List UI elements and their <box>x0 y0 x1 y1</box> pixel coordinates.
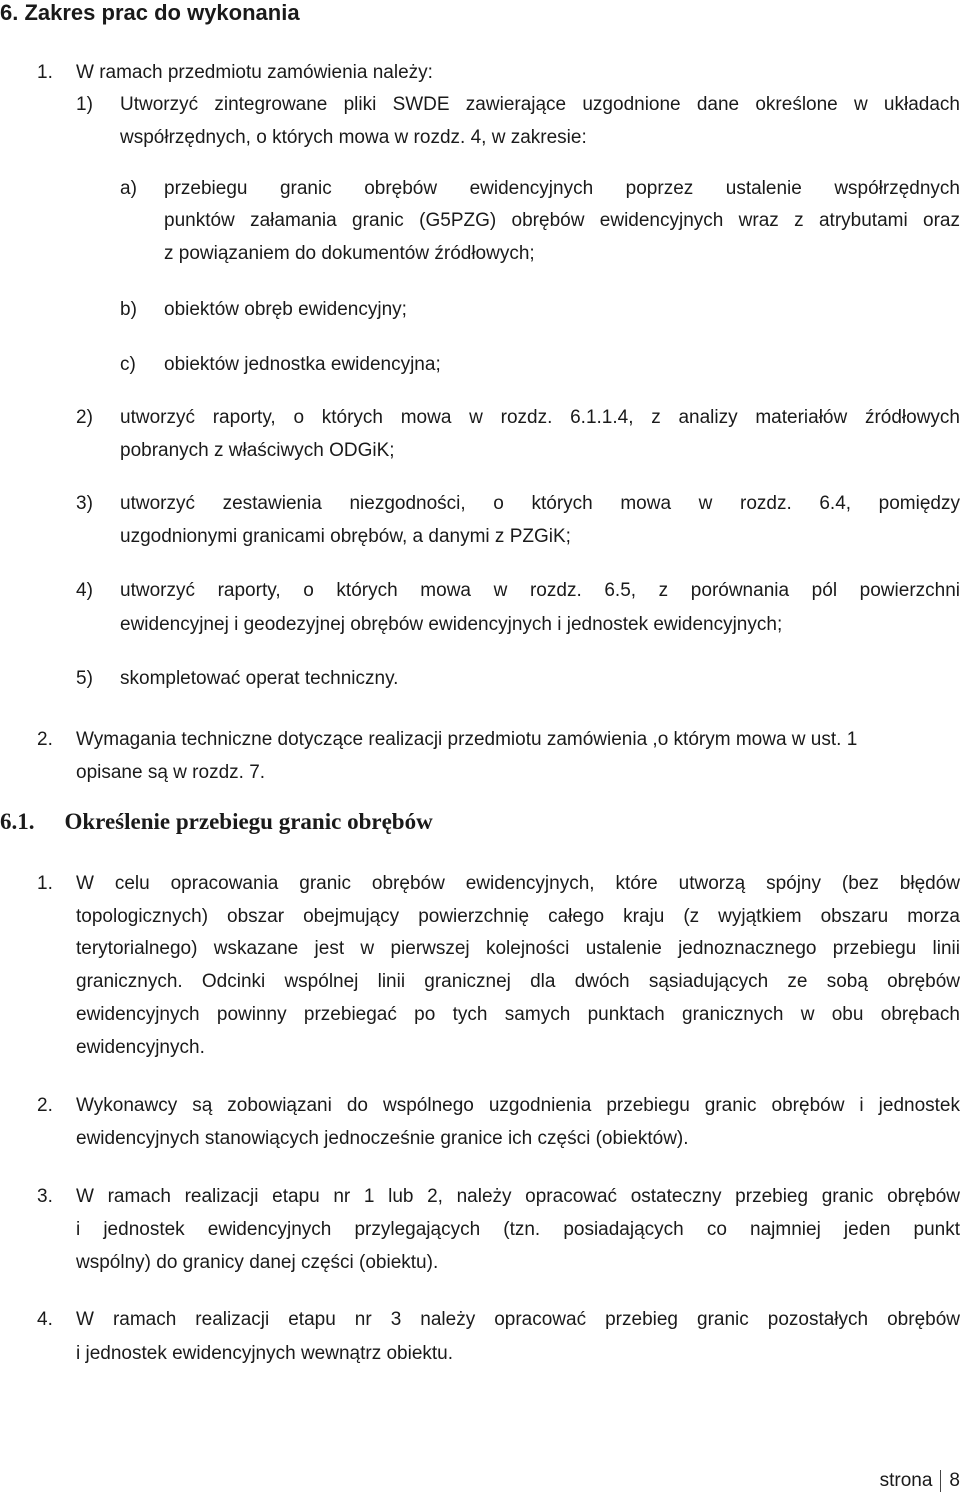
subitem-number: 4) <box>76 580 93 601</box>
subitem-number: 5) <box>76 668 93 689</box>
subitem-text: skompletować operat techniczny. <box>120 668 399 689</box>
item-number: 1. <box>37 62 53 83</box>
subitem-text: Utworzyć zintegrowane pliki SWDE zawierające uzgodnione dane określone w układach <box>120 94 960 115</box>
paragraph-text: ewidencyjnych. <box>76 1037 205 1058</box>
footer-divider <box>940 1470 941 1492</box>
paragraph-text: i jednostek ewidencyjnych przylegających (tzn. posiadających co najmniej jeden punkt <box>76 1219 960 1240</box>
paragraph-text: wspólny) do granicy danej części (obiektu). <box>76 1252 439 1273</box>
paragraph-text: granicznych. Odcinki wspólnej linii granicznej dla dwóch sąsiadujących ze sobą obrębów <box>76 971 960 992</box>
subsection-heading <box>0 809 433 835</box>
item-number: 2. <box>37 729 53 750</box>
subitem-text: przebiegu granic obrębów ewidencyjnych poprzez ustalenie współrzędnych <box>164 178 960 199</box>
subitem-text: ewidencyjnej i geodezyjnej obrębów ewidencyjnych i jednostek ewidencyjnych; <box>120 614 783 635</box>
subitem-text: z powiązaniem do dokumentów źródłowych; <box>164 243 535 264</box>
subitem-number: 1) <box>76 94 93 115</box>
paragraph-text: W ramach realizacji etapu nr 1 lub 2, należy opracować ostateczny przebieg granic obrębów <box>76 1186 960 1207</box>
item-text: W ramach przedmiotu zamówienia należy: <box>76 62 433 83</box>
subitem-letter: c) <box>120 354 136 375</box>
paragraph-text: ewidencyjnych stanowiących jednocześnie granice ich części (obiektów). <box>76 1128 689 1149</box>
paragraph-text: terytorialnego) wskazane jest w pierwszej kolejności ustalenie jednoznacznego przebiegu linii <box>76 938 960 959</box>
subitem-number: 3) <box>76 493 93 514</box>
paragraph-text: W celu opracowania granic obrębów ewidencyjnych, które utworzą spójny (bez błędów <box>76 873 960 894</box>
paragraph-text: i jednostek ewidencyjnych wewnątrz obiektu. <box>76 1343 454 1364</box>
page-label: strona <box>879 1470 933 1491</box>
subitem-text: współrzędnych, o których mowa w rozdz. 4, w zakresie: <box>120 127 587 148</box>
paragraph-number: 4. <box>37 1309 53 1330</box>
subitem-text: utworzyć zestawienia niezgodności, o których mowa w rozdz. 6.4, pomiędzy <box>120 493 960 514</box>
subitem-text: obiektów jednostka ewidencyjna; <box>164 354 441 375</box>
subitem-text: uzgodnionymi granicami obrębów, a danymi z PZGiK; <box>120 526 571 547</box>
paragraph-number: 1. <box>37 873 53 894</box>
subitem-text: utworzyć raporty, o których mowa w rozdz. 6.1.1.4, z analizy materiałów źródłowych <box>120 407 960 428</box>
subitem-text: pobranych z właściwych ODGiK; <box>120 440 395 461</box>
paragraph-text: Wykonawcy są zobowiązani do wspólnego uzgodnienia przebiegu granic obrębów i jednostek <box>76 1095 960 1116</box>
subitem-number: 2) <box>76 407 93 428</box>
page-footer <box>880 1470 960 1492</box>
subitem-text: obiektów obręb ewidencyjny; <box>164 299 407 320</box>
subitem-text: punktów załamania granic (G5PZG) obrębów ewidencyjnych wraz z atrybutami oraz <box>164 210 960 231</box>
section-heading: 6. Zakres prac do wykonania <box>0 0 300 25</box>
subsection-number: 6.1. <box>0 809 35 834</box>
paragraph-number: 3. <box>37 1186 53 1207</box>
paragraph-text: topologicznych) obszar obejmujący powierzchnię całego kraju (z wyjątkiem obszaru morza <box>76 906 960 927</box>
item-text: Wymagania techniczne dotyczące realizacji przedmiotu zamówienia ,o którym mowa w ust. 1 <box>76 729 858 750</box>
paragraph-text: W ramach realizacji etapu nr 3 należy opracować przebieg granic pozostałych obrębów <box>76 1309 960 1330</box>
subitem-text: utworzyć raporty, o których mowa w rozdz. 6.5, z porównania pól powierzchni <box>120 580 960 601</box>
subitem-letter: a) <box>120 178 137 199</box>
paragraph-text: ewidencyjnych powinny przebiegać po tych samych punktach granicznych w obu obrębach <box>76 1004 960 1025</box>
paragraph-number: 2. <box>37 1095 53 1116</box>
item-text: opisane są w rozdz. 7. <box>76 762 266 783</box>
subsection-title: Określenie przebiegu granic obrębów <box>64 809 433 834</box>
page-number: 8 <box>949 1470 960 1491</box>
subitem-letter: b) <box>120 299 137 320</box>
